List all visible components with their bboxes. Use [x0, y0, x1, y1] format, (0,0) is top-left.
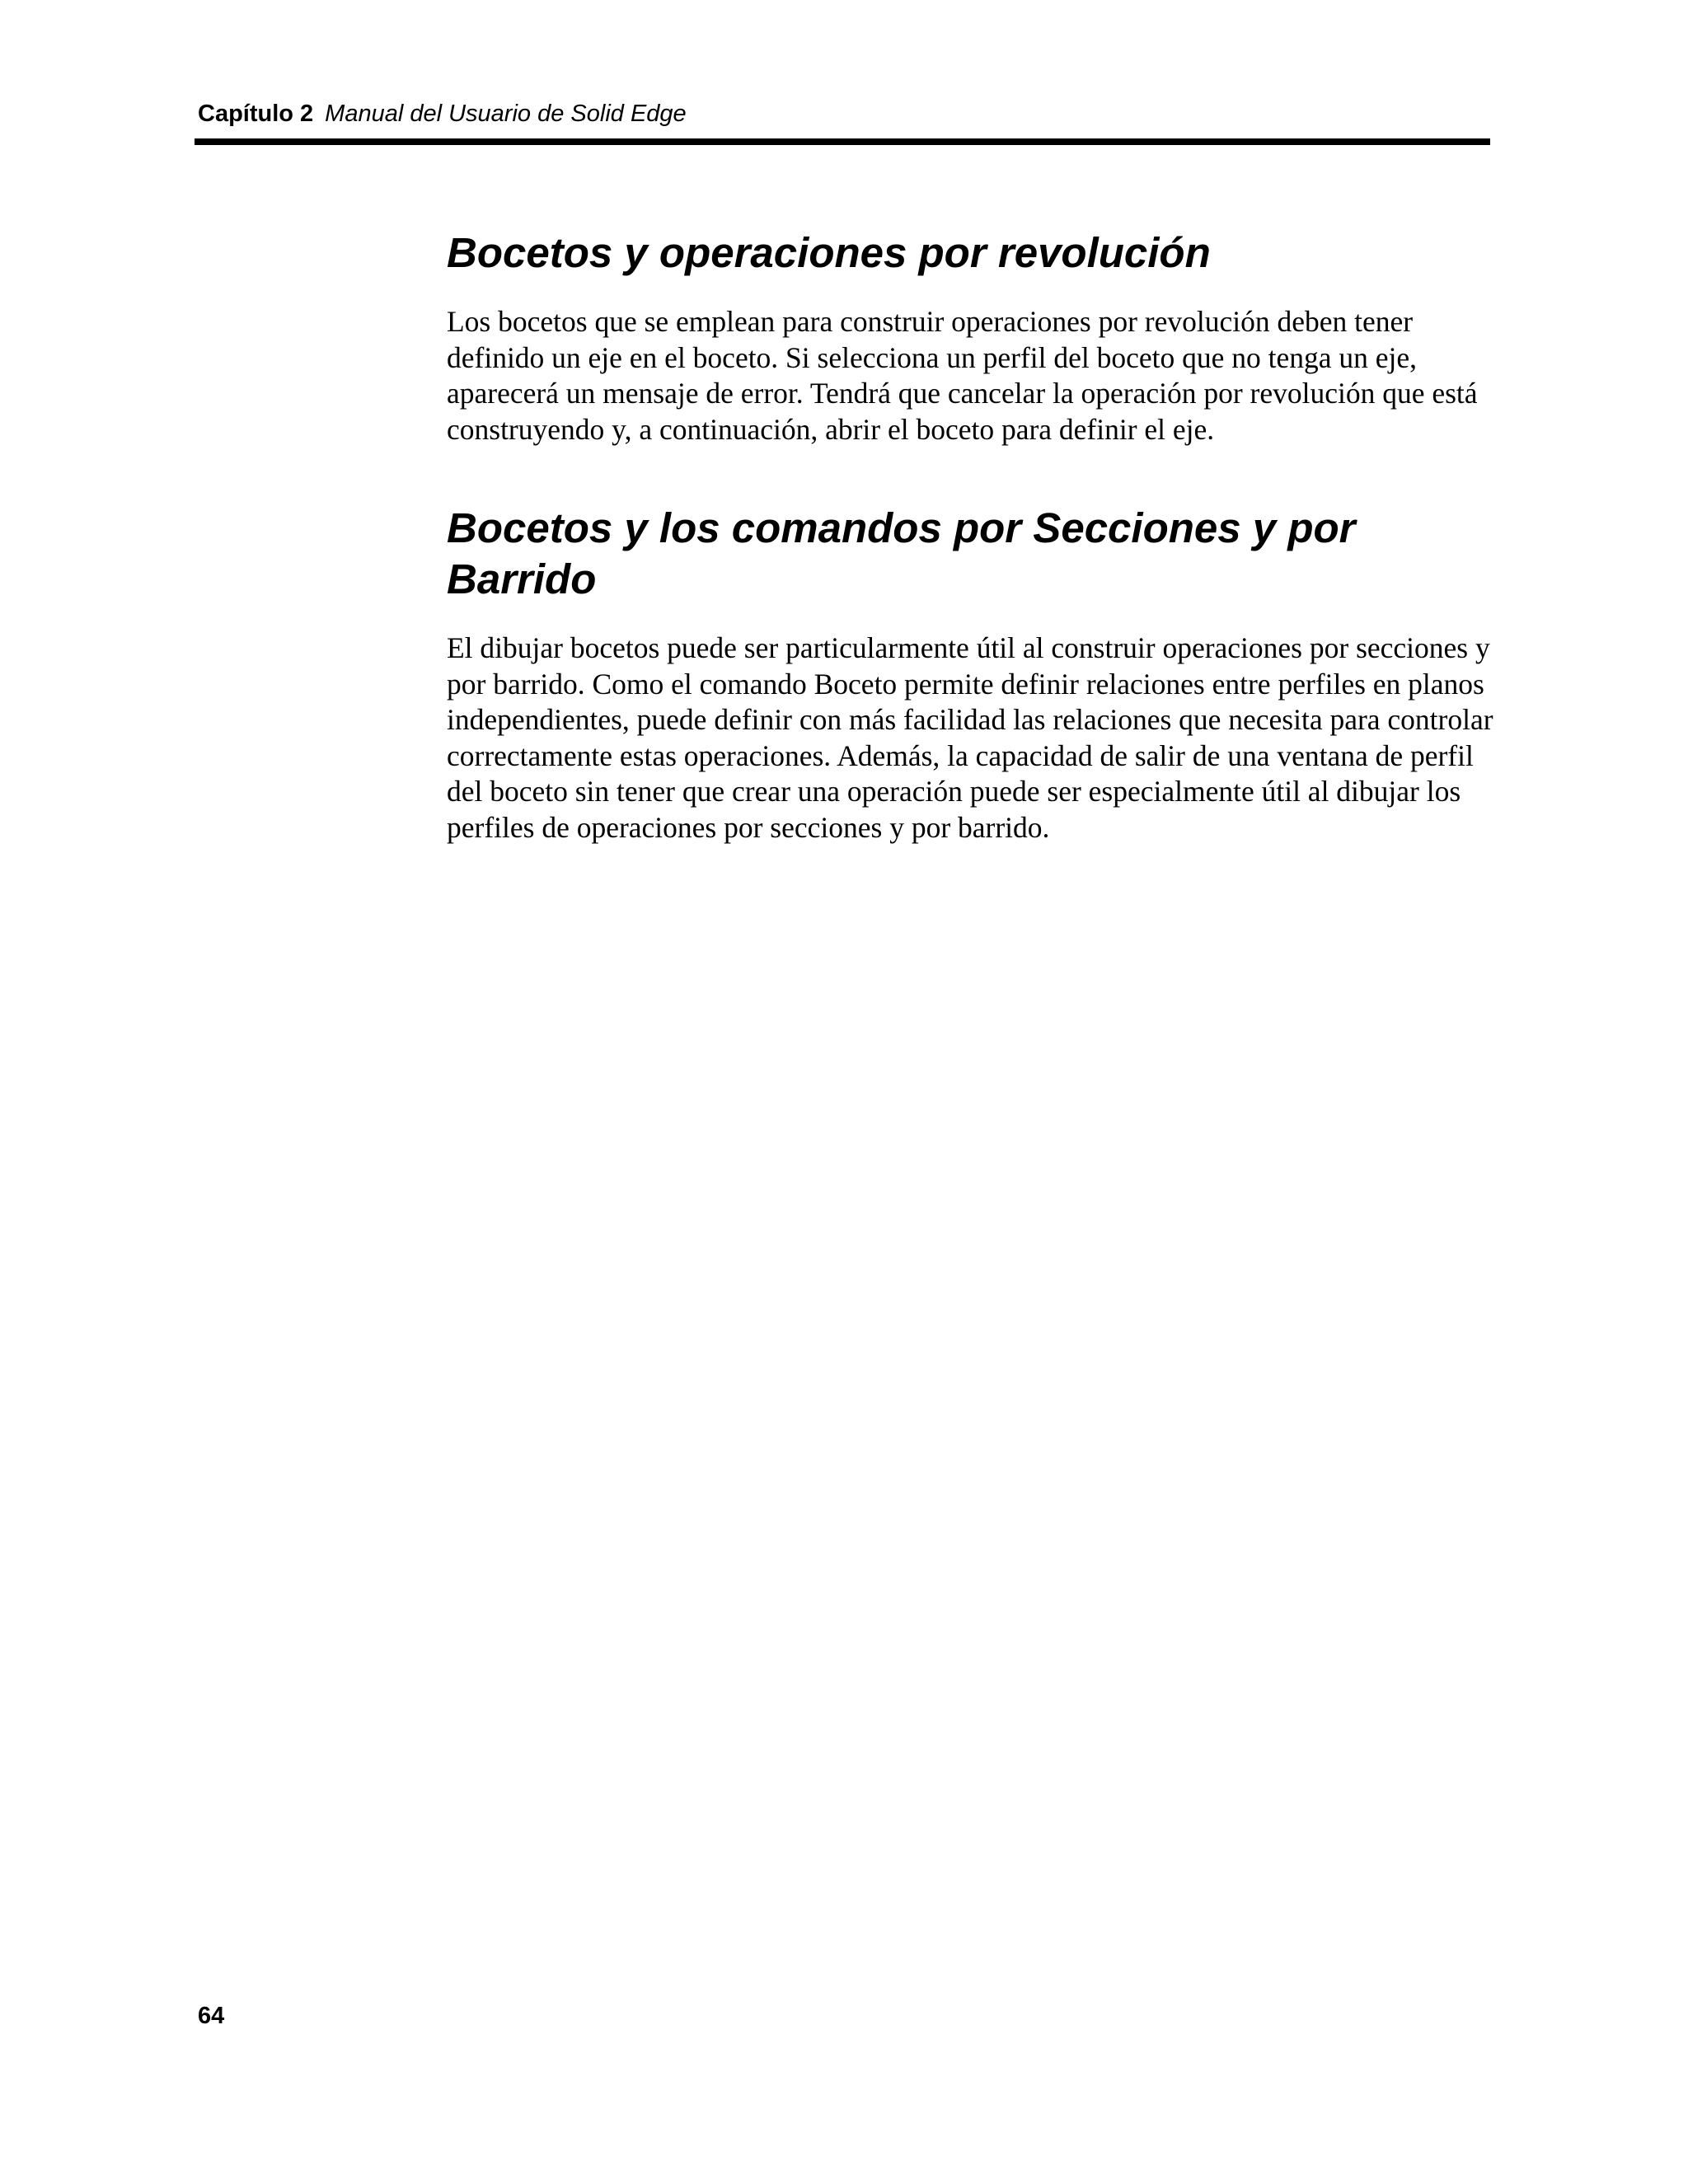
section-body-sections-sweep: El dibujar bocetos puede ser particularmente útil al construir operaciones por secciones y por barrido. Como el comando Boceto permite definir relaciones entre perfiles en planos independientes, puede definir con más facilidad las relaciones que necesita para controlar correctamente estas operaciones. Además, la capacidad de salir de una ventana de perfil del boceto sin tener que crear una operación puede ser especialmente útil al dibujar los perfiles de operaciones por secciones y por barrido.	[447, 631, 1493, 844]
book-title: Manual del Usuario de Solid Edge	[325, 101, 687, 127]
section-heading-sections-sweep: Bocetos y los comandos por Secciones y por Barrido	[447, 504, 1356, 602]
chapter-label: Capítulo 2	[198, 101, 314, 127]
page-number: 64	[198, 2003, 225, 2029]
page-content	[447, 227, 1493, 846]
header-rule	[195, 138, 1490, 145]
running-header	[198, 97, 687, 130]
section-body-revolution: Los bocetos que se emplean para construir operaciones por revolución deben tener definido un eje en el boceto. Si selecciona un perfil del boceto que no tenga un eje, aparecerá un mensaje de error. Tendrá que cancelar la operación por revolución que está construyendo y, a continuación, abrir el boceto para definir el eje.	[447, 305, 1478, 446]
section-heading-revolution: Bocetos y operaciones por revolución	[447, 229, 1211, 276]
